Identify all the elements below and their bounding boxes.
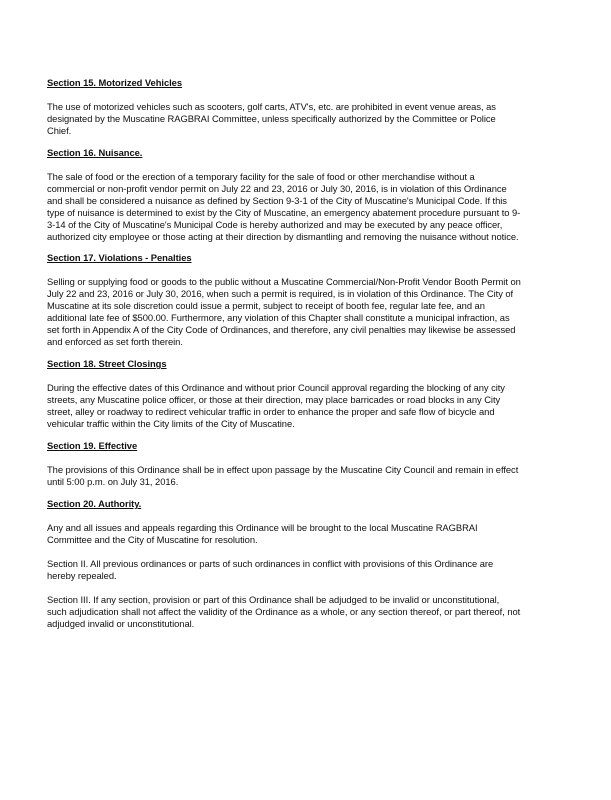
paragraph-line: The sale of food or the erection of a temporary facility for the sale of food or other merchandise without a bbox=[47, 171, 475, 182]
section-20-text bbox=[47, 522, 587, 546]
paragraph-line: The use of motorized vehicles such as scooters, golf carts, ATV's, etc. are prohibited in event venue areas, as bbox=[47, 101, 496, 112]
section-16-heading bbox=[47, 147, 587, 159]
section-heading: Section 20. Authority. bbox=[47, 498, 142, 509]
paragraph-line: The provisions of this Ordinance shall be in effect upon passage by the Muscatine City Council and remain in effect bbox=[47, 464, 519, 475]
paragraph-line: July 22 and 23, 2016 or July 30, 2016, when such a permit is required, is in violation of this Ordinance. The City of bbox=[47, 288, 514, 299]
paragraph-line: hereby repealed. bbox=[47, 570, 117, 581]
paragraph-line: Selling or supplying food or goods to the public without a Muscatine Commercial/Non-Profit Vendor Booth Permit on bbox=[47, 276, 521, 287]
paragraph-line: Any and all issues and appeals regarding this Ordinance will be brought to the local Muscatine RAGBRAI bbox=[47, 522, 478, 533]
paragraph-line: Committee and the City of Muscatine for resolution. bbox=[47, 534, 258, 545]
paragraph-line: designated by the Muscatine RAGBRAI Committee, unless specifically authorized by the Committee or Police bbox=[47, 113, 496, 124]
section-heading: Section 18. Street Closings bbox=[47, 358, 167, 369]
paragraph-line: Section II. All previous ordinances or parts of such ordinances in conflict with provisions of this Ordinance are bbox=[47, 558, 494, 569]
paragraph-line: additional late fee of $500.00. Furthermore, any violation of this Chapter shall constitute a municipal infraction, as bbox=[47, 312, 510, 323]
paragraph-line: During the effective dates of this Ordinance and without prior Council approval regarding the blocking of any city bbox=[47, 382, 505, 393]
section-15-heading bbox=[47, 77, 587, 89]
paragraph-line: adjudged invalid or unconstitutional. bbox=[47, 618, 195, 629]
section-16-text bbox=[47, 171, 587, 243]
paragraph-line: Section III. If any section, provision or part of this Ordinance shall be adjudged to be invalid or unconstitutional, bbox=[47, 594, 500, 605]
section-20-heading bbox=[47, 498, 587, 510]
paragraph-line: until 5:00 p.m. on July 31, 2016. bbox=[47, 476, 179, 487]
section-18-text bbox=[47, 382, 587, 430]
paragraph-line: commercial or non-profit vendor permit on July 22 and 23, 2016 or July 30, 2016, is in violation of this Ordinance bbox=[47, 183, 507, 194]
section-15-text bbox=[47, 101, 587, 137]
section-heading: Section 17. Violations - Penalties bbox=[47, 252, 192, 263]
paragraph-line: 3-14 of the City of Muscatine's Municipal Code is hereby authorized and may be executed by any peace officer, bbox=[47, 219, 503, 230]
paragraph-line: authorized city employee or those acting at their direction by dismantling and removing the nuisance without notice. bbox=[47, 231, 519, 242]
paragraph-line: and shall be considered a nuisance as defined by Section 9-3-1 of the City of Muscatine's Municipal Code. If this bbox=[47, 195, 507, 206]
section-heading: Section 19. Effective bbox=[47, 440, 138, 451]
paragraph-line: streets, any Muscatine police officer, or those at their direction, may place barricades or road blocks in any City bbox=[47, 394, 501, 405]
section-17-text bbox=[47, 276, 587, 348]
paragraph-line: vehicular traffic within the City limits of the City of Muscatine. bbox=[47, 418, 295, 429]
paragraph-line: street, alley or roadway to redirect vehicular traffic in order to enhance the proper and safe flow of bicycle and bbox=[47, 406, 495, 417]
paragraph-line: Muscatine at its sole discretion could issue a permit, subject to receipt of booth fee, regular late fee, and an bbox=[47, 300, 485, 311]
section-heading: Section 15. Motorized Vehicles bbox=[47, 77, 183, 88]
section-heading: Section 16. Nuisance. bbox=[47, 147, 143, 158]
paragraph-line: and enforced as set forth therein. bbox=[47, 336, 183, 347]
paragraph-line: type of nuisance is determined to exist by the City of Muscatine, an emergency abatement procedure pursuant to 9- bbox=[47, 207, 521, 218]
section-19-heading bbox=[47, 440, 587, 452]
section-18-heading bbox=[47, 358, 587, 370]
paragraph-line: Chief. bbox=[47, 125, 72, 136]
section-19-text bbox=[47, 464, 587, 488]
paragraph-line: such adjudication shall not affect the validity of the Ordinance as a whole, or any section thereof, or part thereof, not bbox=[47, 606, 521, 617]
paragraph-line: set forth in Appendix A of the City Code of Ordinances, and therefore, any civil penalties may likewise be assessed bbox=[47, 324, 516, 335]
section-ii-text bbox=[47, 558, 587, 582]
section-iii-text bbox=[47, 594, 587, 630]
section-17-heading bbox=[47, 252, 587, 264]
